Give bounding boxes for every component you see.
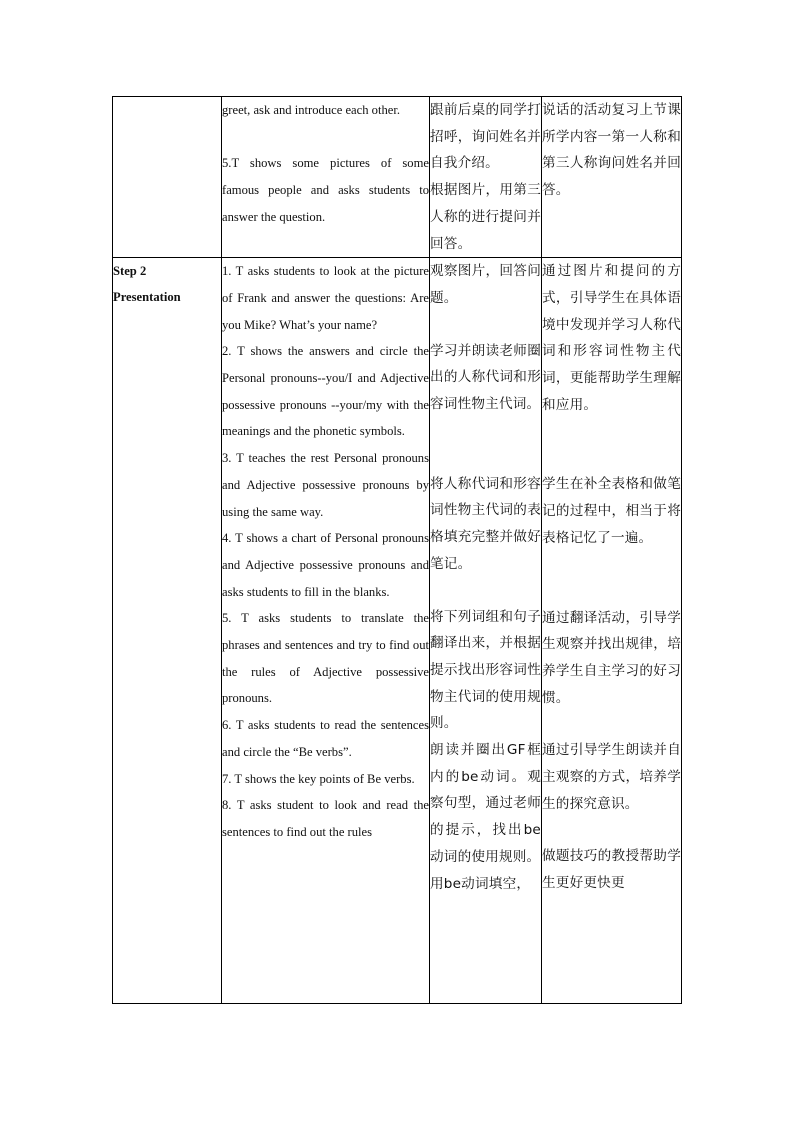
student-activity-text: 学习并朗读老师圈出的人称代词和形容词性物主代词。 — [430, 342, 541, 413]
student-activity-text: 根据图片，用第三人称的进行提问并回答。 — [430, 182, 541, 252]
teacher-activity-text: 8. T asks student to look and read the sentences to find out the rules — [222, 798, 429, 839]
teacher-activity-text: 1. T asks students to look at the picture of Frank and answer the questions: Are you Mike? What’s your name? — [222, 264, 429, 332]
design-purpose-cell — [542, 97, 682, 258]
student-activity-text: 观察图片，回答问题。 — [430, 263, 541, 306]
spacer — [542, 817, 681, 843]
design-purpose-cell — [542, 258, 682, 1004]
teacher-activity-text: 2. T shows the answers and circle the Personal pronouns--you/I and Adjective possessive pronouns --your/my with the meanings and the phonetic symbols. — [222, 344, 429, 439]
design-purpose-text: 做题技巧的教授帮助学生更好更快更 — [542, 848, 681, 892]
teacher-activity-text: 6. T asks students to read the sentences and circle the “Be verbs”. — [222, 718, 429, 759]
teacher-activity-text: 3. T teaches the rest Personal pronouns and Adjective possessive pronouns by using the same way. — [222, 451, 429, 519]
design-purpose-text: 通过引导学生朗读并自主观察的方式，培养学生的探究意识。 — [542, 742, 681, 812]
teacher-activity-text: 4. T shows a chart of Personal pronouns and Adjective possessive pronouns and asks students to fill in the blanks. — [222, 531, 429, 599]
student-activity-text: 用be动词填空， — [430, 875, 531, 892]
student-activity-text: 将下列词组和句子翻译出来，并根据提示找出形容词性物主代词的使用规则。 — [430, 608, 541, 732]
spacer — [430, 418, 541, 471]
table-row-step1-continued — [113, 97, 682, 258]
spacer — [222, 124, 429, 151]
spacer — [542, 711, 681, 737]
teacher-activity-text: 7. T shows the key points of Be verbs. — [222, 771, 415, 786]
student-activity-cell — [430, 258, 542, 1004]
step-title: Step 2 — [113, 264, 147, 279]
lesson-plan-table — [112, 96, 682, 1004]
teacher-activity-cell — [222, 97, 430, 258]
design-purpose-text: 说话的活动复习上节课所学内容一第一人称和第三人称询问姓名并回答。 — [542, 102, 681, 199]
step-cell — [113, 97, 222, 258]
teacher-activity-text: 5.T shows some pictures of some famous people and asks students to answer the question. — [222, 156, 429, 224]
spacer — [430, 578, 541, 604]
design-purpose-text: 通过图片和提问的方式，引导学生在具体语境中发现并学习人称代词和形容词性物主代词，更能帮助学生理解和应用。 — [542, 263, 681, 413]
step-cell — [113, 258, 222, 1004]
teacher-activity-text: 5. T asks students to translate the phrases and sentences and try to find out the rules of Adjective possessive pronouns. — [222, 611, 429, 706]
spacer — [430, 312, 541, 338]
design-purpose-text: 学生在补全表格和做笔记的过程中，相当于将表格记忆了一遍。 — [542, 476, 681, 546]
teacher-activity-cell — [222, 258, 430, 1004]
design-purpose-text: 通过翻译活动，引导学生观察并找出规律，培养学生自主学习的好习惯。 — [542, 609, 681, 706]
student-activity-text: 将人称代词和形容词性物主代词的表格填充完整并做好笔记。 — [430, 475, 541, 572]
student-activity-cell — [430, 97, 542, 258]
spacer — [542, 418, 681, 471]
student-activity-text: 跟前后桌的同学打招呼，询问姓名并自我介绍。 — [430, 102, 541, 172]
table-row-step2 — [113, 258, 682, 1004]
spacer — [542, 552, 681, 605]
teacher-activity-text: greet, ask and introduce each other. — [222, 103, 400, 117]
step-subtitle: Presentation — [113, 290, 181, 305]
student-activity-text: 朗读并圈出GF框内的be动词。观察句型，通过老师的提示，找出be动词的使用规则。 — [430, 742, 541, 865]
